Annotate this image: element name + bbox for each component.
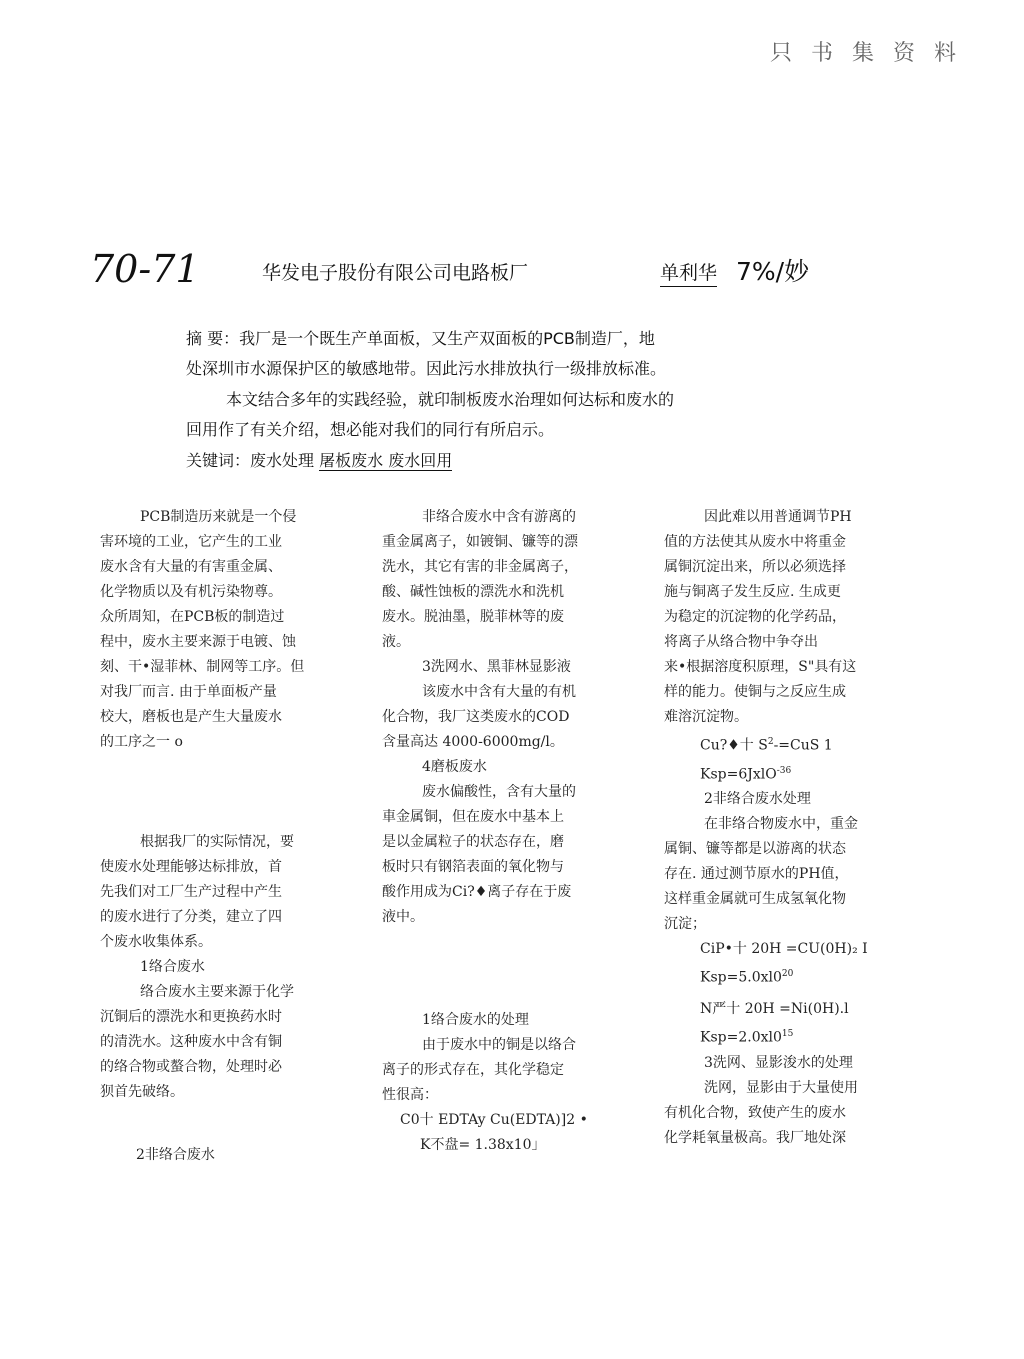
paragraph-line: 这样重金属就可生成氢氧化物 bbox=[664, 891, 846, 908]
equation: CiP•十 20H =CU(0H)₂ I bbox=[700, 941, 868, 958]
paragraph-line: 存在. 通过测节原水的PH值， bbox=[664, 866, 849, 883]
paragraph-line: 非络合废水中含有游离的 bbox=[422, 509, 576, 525]
equation: K不盘= 1.38x10」 bbox=[420, 1137, 546, 1153]
abstract-line-1: 摘 要：我厂是一个既生产单面板，又生产双面板的PCB制造厂，地 bbox=[186, 329, 655, 348]
paragraph-line: 废水含有大量的有害重金属、 bbox=[100, 559, 282, 575]
organization-name: 华发电子股份有限公司电路板厂 bbox=[262, 262, 529, 284]
keywords-rest: 屠板废水 废水回用 bbox=[319, 451, 453, 470]
paragraph-line: 该废水中含有大量的有机 bbox=[422, 684, 576, 700]
section-heading: 4磨板废水 bbox=[422, 759, 487, 775]
section-heading: 2非络合废水 bbox=[136, 1147, 215, 1163]
stamp-mark bbox=[770, 30, 962, 70]
paragraph-line: 使废水处理能够达标排放，首 bbox=[100, 859, 282, 875]
author-name: 单利华 bbox=[660, 258, 717, 287]
paragraph-line: 样的能力。使铜与之反应生成 bbox=[664, 684, 846, 700]
paragraph-line: 离子的形式存在，其化学稳定 bbox=[382, 1062, 564, 1078]
paragraph-line: 难溶沉淀物。 bbox=[664, 709, 748, 725]
paragraph-line: 沉淀； bbox=[664, 916, 706, 933]
equation: $Ksp=2.0xl0^{15}$ bbox=[700, 1028, 794, 1046]
paragraph-line: 液。 bbox=[382, 634, 410, 650]
column-1 bbox=[100, 505, 340, 1168]
paragraph-line: 校大，磨板也是产生大量废水 bbox=[100, 709, 282, 725]
keywords-label: 关键词：废水处理 bbox=[186, 451, 315, 470]
paragraph-line: 的络合物或螯合物，处理时必 bbox=[100, 1059, 282, 1075]
section-heading: 3洗网、显影浚水的处理 bbox=[704, 1054, 853, 1071]
paragraph-line: 值的方法使其从废水中将重金 bbox=[664, 534, 846, 550]
paragraph-line: 沉铜后的漂洗水和更换药水时 bbox=[100, 1009, 282, 1025]
section-heading: 3洗网水、黑菲林显影液 bbox=[422, 659, 571, 675]
abstract-line-4: 回用作了有关介绍，想必能对我们的同行有所启示。 bbox=[186, 420, 555, 439]
paragraph-line: 有机化合物，致使产生的废水 bbox=[664, 1104, 846, 1121]
paragraph-line: 众所周知，在PCB板的制造过 bbox=[100, 609, 285, 625]
paragraph-line: 車金属铜，但在废水中基本上 bbox=[382, 809, 564, 825]
author-annotation: 7%/妙 bbox=[736, 257, 810, 286]
paragraph-line: 化合物，我厂这类废水的COD bbox=[382, 709, 570, 725]
paragraph-line: 个废水收集体系。 bbox=[100, 934, 212, 950]
paragraph-line: 洗水，其它有害的非金属离子， bbox=[382, 559, 578, 575]
equation: C0十 EDTAy Cu(EDTA)]2 • bbox=[400, 1112, 588, 1128]
abstract-line-2: 处深圳市水源保护区的敏感地带。因此污水排放执行一级排放标准。 bbox=[186, 359, 667, 378]
paragraph-line: 的清洗水。这种废水中含有铜 bbox=[100, 1034, 282, 1050]
paragraph-line: 废水偏酸性，含有大量的 bbox=[422, 784, 576, 800]
paragraph-line: 的废水进行了分类，建立了四 bbox=[100, 909, 282, 925]
paragraph-line: 施与铜离子发生反应. 生成更 bbox=[664, 584, 841, 600]
paragraph-line: 液中。 bbox=[382, 909, 424, 925]
column-2 bbox=[382, 505, 622, 1158]
paragraph-line: 含量高达 4000-6000mg/l。 bbox=[382, 734, 564, 750]
paragraph-line: 将离子从络合物中争夺出 bbox=[664, 634, 818, 650]
paragraph-line: 的工序之一 o bbox=[100, 734, 183, 750]
abstract-line-3: 本文结合多年的实践经验，就印制板废水治理如何达标和废水的 bbox=[226, 390, 675, 409]
handwritten-number-text: 70-71 bbox=[90, 247, 200, 291]
paragraph-line: 络合废水主要来源于化学 bbox=[140, 984, 294, 1000]
paragraph-line: 在非络合物废水中，重金 bbox=[704, 816, 858, 833]
paragraph-line: 洗网，显影由于大量使用 bbox=[704, 1079, 858, 1096]
equation: Ksp=6JxlO$^{-36}$ bbox=[700, 765, 792, 783]
paragraph-line: 为稳定的沉淀物的化学药品， bbox=[664, 609, 846, 625]
paragraph-line: 属铜沉淀出来，所以必须选择 bbox=[664, 559, 846, 575]
section-heading: 1络合废水 bbox=[140, 959, 205, 975]
paragraph-line: 因此难以用普通调节PH bbox=[704, 509, 852, 525]
paragraph-line: 害环境的工业，它产生的工业 bbox=[100, 534, 282, 550]
paragraph-line: 先我们对工厂生产过程中产生 bbox=[100, 884, 282, 900]
paragraph-line: 重金属离子，如镀铜、镰等的漂 bbox=[382, 534, 578, 550]
paragraph-line: 刻、干•湿菲林、制网等工序。但 bbox=[100, 659, 305, 675]
equation: Cu?♦十 $S^2-=CuS$ 1 bbox=[700, 737, 833, 754]
paragraph-line: 由于废水中的铜是以络合 bbox=[422, 1037, 576, 1053]
stamp-text: 只 书 集 资 料 bbox=[770, 41, 962, 66]
paragraph-line: 是以金属粒子的状态存在，磨 bbox=[382, 834, 564, 850]
paragraph-line: 化学耗氧量极高。我厂地处深 bbox=[664, 1129, 846, 1146]
paragraph-line: 板时只有钢箔表面的氧化物与 bbox=[382, 859, 564, 875]
paragraph-line: PCB制造历来就是一个侵 bbox=[140, 509, 297, 525]
handwritten-number bbox=[88, 238, 198, 298]
paragraph-line: 废水。脱油墨，脱菲林等的废 bbox=[382, 609, 564, 625]
section-heading: 1络合废水的处理 bbox=[422, 1012, 529, 1028]
paragraph-line: 来•根据溶度积原理，S"具有这 bbox=[664, 659, 857, 675]
equation: $Ksp=5.0xl0^{20}$ bbox=[700, 969, 794, 986]
equation: N严十 20H =Ni(0H).l bbox=[700, 1000, 849, 1017]
column-3 bbox=[664, 505, 904, 1151]
paragraph-line: 酸作用成为Ci?♦离子存在于废 bbox=[382, 884, 572, 900]
paragraph-line: 属铜、镰等都是以游离的状态 bbox=[664, 841, 846, 858]
paragraph-line: 酸、碱性蚀板的漂洗水和洗机 bbox=[382, 584, 564, 600]
paragraph-line: 化学物质以及有机污染物尊。 bbox=[100, 584, 282, 600]
paragraph-line: 狈首先破络。 bbox=[100, 1084, 184, 1100]
paragraph-line: 程中，废水主要来源于电镀、蚀 bbox=[100, 634, 296, 650]
paragraph-line: 对我厂而言. 由于单面板产量 bbox=[100, 684, 277, 700]
paragraph-line: 根据我厂的实际情况，要 bbox=[140, 834, 294, 850]
section-heading: 2非络合废水处理 bbox=[704, 791, 811, 808]
paragraph-line: 性很高： bbox=[382, 1087, 438, 1103]
keywords-line bbox=[186, 448, 452, 471]
